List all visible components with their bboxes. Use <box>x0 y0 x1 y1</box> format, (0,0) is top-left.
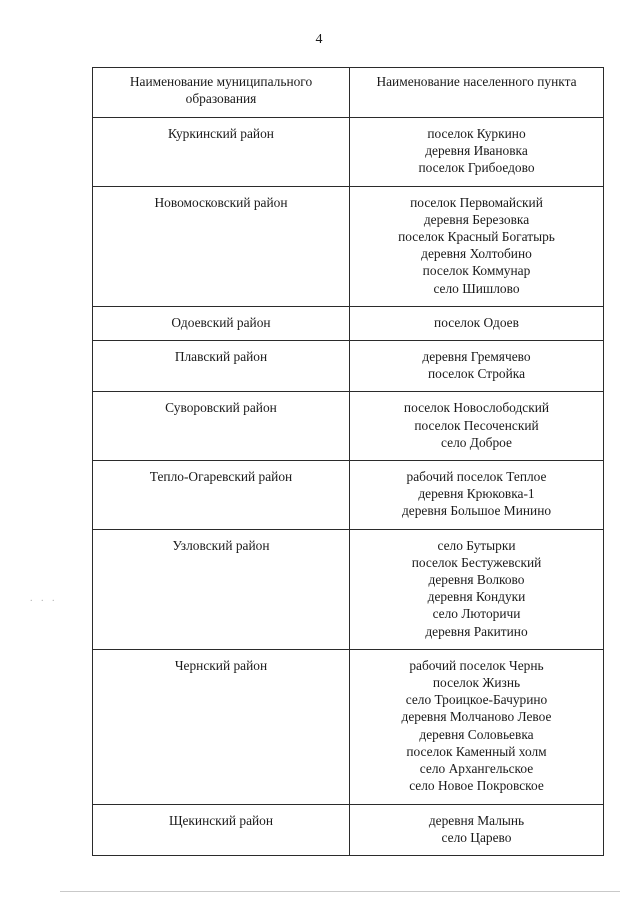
settlement-name: поселок Красный Богатырь <box>398 229 555 245</box>
district-cell: Тепло-Огаревский район <box>93 461 350 530</box>
district-cell: Новомосковский район <box>93 186 350 306</box>
settlement-name: поселок Песоченский <box>414 417 539 433</box>
table-row <box>93 118 604 187</box>
settlement-name: поселок Первомайский <box>410 194 543 210</box>
table-row <box>93 341 604 392</box>
settlement-name: поселок Куркино <box>427 126 526 141</box>
settlement-name: поселок Стройка <box>427 366 526 382</box>
table-row <box>93 392 604 461</box>
settlement-name: поселок Одоев <box>434 314 519 330</box>
settlement-name: село Бутырки <box>437 537 516 553</box>
settlement-name: рабочий поселок Теплое <box>406 469 547 485</box>
settlements-cell <box>350 118 604 187</box>
settlements-cell <box>350 529 604 649</box>
district-cell: Плавский район <box>93 341 350 392</box>
district-cell: Одоевский район <box>93 306 350 340</box>
settlement-name: деревня Волково <box>428 572 525 588</box>
settlement-name: село Троицкое-Бачурино <box>405 692 548 708</box>
settlement-name: село Доброе <box>441 434 512 450</box>
district-cell: Куркинский район <box>93 118 350 187</box>
table-row <box>93 529 604 649</box>
settlements-cell <box>350 341 604 392</box>
settlement-name: рабочий поселок Чернь <box>409 657 544 673</box>
settlement-name: село Новое Покровское <box>409 778 544 794</box>
settlement-name: деревня Ракитино <box>425 623 528 639</box>
settlement-name: село Лютоpичи <box>432 606 521 622</box>
district-cell: Узловский район <box>93 529 350 649</box>
district-cell: Щекинский район <box>93 804 350 855</box>
settlement-name: деревня Большое Минино <box>401 503 552 519</box>
settlements-cell <box>350 186 604 306</box>
table-row <box>93 306 604 340</box>
settlements-cell <box>350 804 604 855</box>
settlement-name: поселок Новослободский <box>403 400 550 416</box>
table-body <box>93 118 604 856</box>
settlements-cell <box>350 306 604 340</box>
settlement-name: деревня Гремячево <box>422 349 531 365</box>
page-number: 4 <box>315 32 323 47</box>
settlement-name: деревня Ивановка <box>425 143 528 159</box>
table-row <box>93 186 604 306</box>
header-settlement: Наименование населенного пункта <box>350 68 604 118</box>
settlements-cell <box>350 649 604 804</box>
scan-artifact-line <box>60 891 620 892</box>
settlement-name: деревня Кондуки <box>427 589 526 605</box>
scan-artifact-dots: . . . <box>30 593 58 604</box>
settlements-cell <box>350 461 604 530</box>
settlement-name: поселок Коммунар <box>422 263 531 279</box>
table-row <box>93 461 604 530</box>
district-cell: Суворовский район <box>93 392 350 461</box>
settlement-name: поселок Бестужевский <box>411 554 542 570</box>
settlement-name: поселок Каменный холм <box>406 743 547 759</box>
settlement-name: деревня Березовка <box>423 211 530 227</box>
header-municipality: Наименование муниципального образования <box>93 68 350 118</box>
settlement-name: село Царево <box>441 829 512 845</box>
settlement-name: деревня Крюковка-1 <box>418 486 535 502</box>
settlements-table <box>92 67 604 856</box>
table-row <box>93 649 604 804</box>
settlement-name: деревня Холтобино <box>421 246 532 262</box>
settlement-name: село Шишлово <box>433 280 520 296</box>
settlement-name: поселок Грибоедово <box>418 160 535 176</box>
district-cell: Чернский район <box>93 649 350 804</box>
settlement-name: деревня Малынь <box>428 812 525 828</box>
settlement-name: поселок Жизнь <box>432 675 521 691</box>
table-row <box>93 804 604 855</box>
settlement-name: деревня Соловьевка <box>419 726 534 742</box>
settlements-cell <box>350 392 604 461</box>
settlement-name: село Архангельское <box>419 761 534 777</box>
table-header-row <box>93 68 604 118</box>
settlement-name: деревня Молчаново Левое <box>401 709 552 725</box>
